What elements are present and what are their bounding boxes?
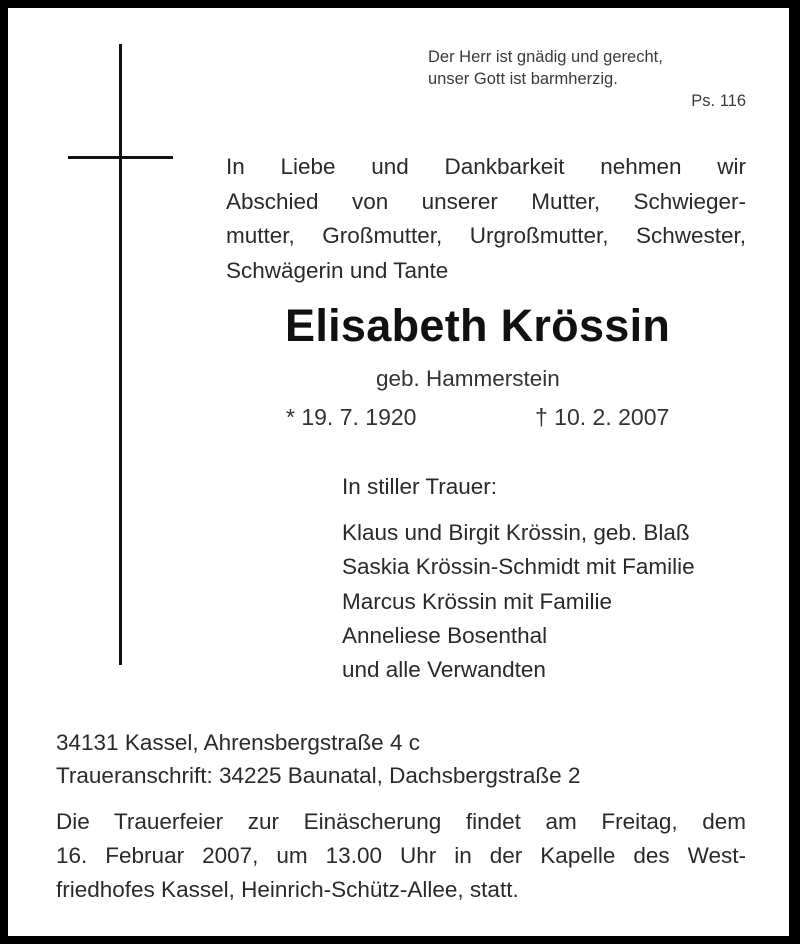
obituary-notice bbox=[8, 8, 789, 936]
ceremony-line: friedhofes Kassel, Heinrich-Schütz-Allee, statt. bbox=[56, 877, 519, 902]
intro-line: In Liebe und Dankbarkeit nehmen wir bbox=[226, 154, 746, 179]
verse-reference: Ps. 116 bbox=[691, 92, 746, 110]
mourner-item: Anneliese Bosenthal bbox=[342, 622, 548, 648]
deceased-name: Elisabeth Krössin bbox=[285, 300, 671, 351]
maiden-name: geb. Hammerstein bbox=[376, 366, 560, 391]
intro-paragraph bbox=[226, 150, 746, 288]
intro-line: mutter, Großmutter, Urgroßmutter, Schwester, bbox=[226, 223, 746, 248]
mourners-list bbox=[342, 516, 695, 687]
home-address: 34131 Kassel, Ahrensbergstraße 4 c bbox=[56, 730, 420, 755]
verse-line: unser Gott ist barmherzig. bbox=[428, 70, 618, 88]
condolence-address: Traueranschrift: 34225 Baunatal, Dachsbergstraße 2 bbox=[56, 763, 581, 788]
ceremony-line: Die Trauerfeier zur Einäscherung findet am Freitag, dem bbox=[56, 809, 746, 834]
verse-line: Der Herr ist gnädig und gerecht, bbox=[428, 48, 663, 66]
mourner-item: Saskia Krössin-Schmidt mit Familie bbox=[342, 554, 695, 580]
mourner-item: Marcus Krössin mit Familie bbox=[342, 588, 613, 614]
cross-horizontal-bar bbox=[68, 156, 173, 159]
death-date: † 10. 2. 2007 bbox=[535, 404, 670, 430]
bible-verse bbox=[428, 46, 746, 112]
ceremony-paragraph bbox=[56, 805, 746, 907]
ceremony-line: 16. Februar 2007, um 13.00 Uhr in der Kapelle des West- bbox=[56, 843, 746, 868]
mourning-label: In stiller Trauer: bbox=[342, 474, 498, 499]
intro-line: Schwägerin und Tante bbox=[226, 257, 449, 283]
mourner-item: und alle Verwandten bbox=[342, 657, 546, 683]
mourner-item: Klaus und Birgit Krössin, geb. Blaß bbox=[342, 520, 690, 545]
cross-vertical-bar bbox=[119, 44, 122, 665]
birth-date: * 19. 7. 1920 bbox=[286, 404, 417, 430]
address-block bbox=[56, 726, 580, 792]
intro-line: Abschied von unserer Mutter, Schwieger- bbox=[226, 188, 746, 214]
